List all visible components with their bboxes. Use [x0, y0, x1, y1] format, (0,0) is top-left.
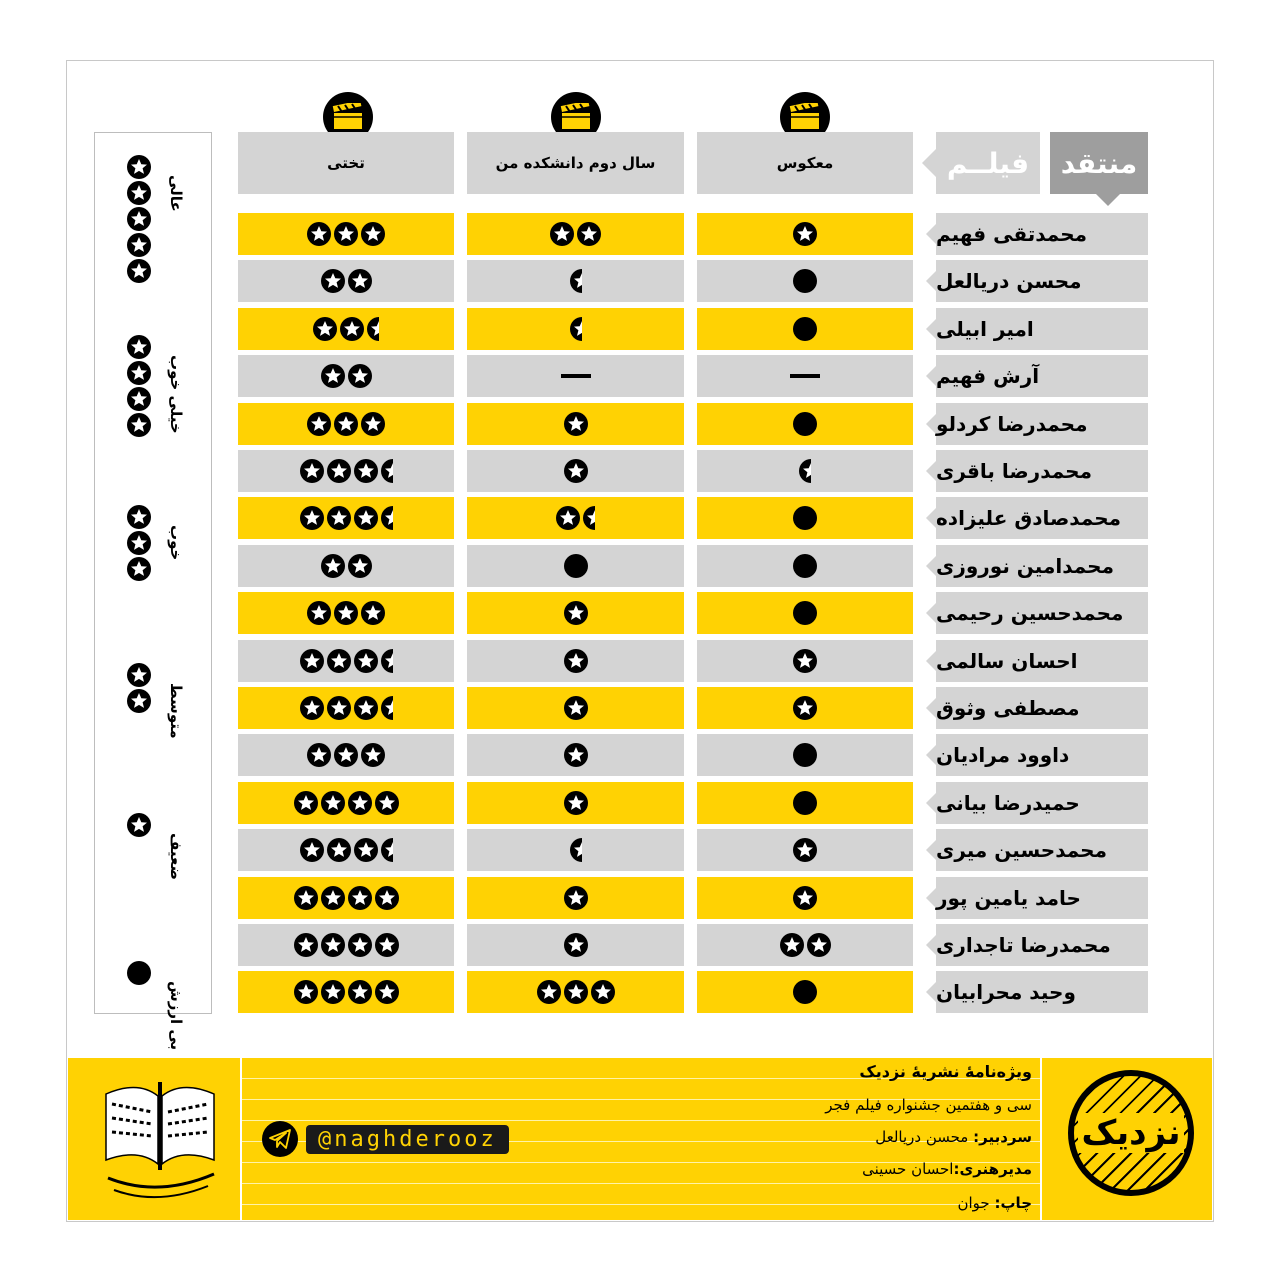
star-icon — [307, 222, 331, 246]
star-icon — [127, 233, 151, 257]
rating-takhti — [238, 877, 454, 919]
rating-makus — [697, 687, 913, 729]
star-icon — [294, 791, 318, 815]
star-icon — [361, 743, 385, 767]
logo-text: نزدیک — [1078, 1113, 1185, 1153]
rating-sal-dovom — [467, 877, 684, 919]
star-icon — [348, 933, 372, 957]
critic-arrow — [926, 224, 936, 244]
rating-takhti — [238, 213, 454, 255]
star-icon — [127, 361, 151, 385]
star-icon — [375, 791, 399, 815]
star-icon — [354, 696, 378, 720]
legend-label: خوب — [167, 525, 185, 561]
legend-symbol — [127, 663, 151, 713]
critic-arrow — [926, 556, 936, 576]
critic-name: امیر ابیلی — [936, 308, 1148, 350]
star-icon — [348, 554, 372, 578]
rating-takhti — [238, 924, 454, 966]
rating-makus — [697, 450, 913, 492]
star-icon — [348, 364, 372, 388]
star-icon — [793, 886, 817, 910]
star-icon — [127, 335, 151, 359]
star-icon — [564, 649, 588, 673]
half-star-icon — [583, 506, 595, 530]
half-star-icon — [381, 649, 393, 673]
critic-name: محمدحسین رحیمی — [936, 592, 1148, 634]
star-icon — [307, 743, 331, 767]
critic-arrow — [926, 603, 936, 623]
legend-symbol — [127, 155, 151, 283]
star-icon — [300, 506, 324, 530]
star-icon — [348, 269, 372, 293]
star-icon — [334, 222, 358, 246]
star-icon — [127, 505, 151, 529]
worthless-dot — [793, 791, 817, 815]
critic-arrow — [926, 414, 936, 434]
half-star-icon — [381, 506, 393, 530]
rating-sal-dovom — [467, 829, 684, 871]
star-icon — [577, 222, 601, 246]
footer-divider — [240, 1058, 242, 1220]
rating-makus — [697, 497, 913, 539]
rating-sal-dovom — [467, 640, 684, 682]
critic-name: آرش فهیم — [936, 355, 1148, 397]
half-star-icon — [570, 317, 582, 341]
critic-arrow — [926, 366, 936, 386]
footer-print — [957, 1194, 1032, 1212]
star-icon — [375, 933, 399, 957]
star-icon — [354, 649, 378, 673]
half-star-icon — [367, 317, 379, 341]
rating-takhti — [238, 829, 454, 871]
star-icon — [780, 933, 804, 957]
star-icon — [807, 933, 831, 957]
no-rating-dash — [790, 374, 820, 378]
star-icon — [564, 459, 588, 483]
critic-arrow — [926, 840, 936, 860]
rating-makus — [697, 971, 913, 1013]
worthless-dot — [793, 317, 817, 341]
star-icon — [556, 506, 580, 530]
rating-takhti — [238, 403, 454, 445]
rating-sal-dovom — [467, 545, 684, 587]
star-icon — [307, 601, 331, 625]
rating-makus — [697, 734, 913, 776]
critic-arrow — [926, 982, 936, 1002]
star-icon — [564, 933, 588, 957]
star-icon — [321, 269, 345, 293]
rating-takhti — [238, 971, 454, 1013]
rating-sal-dovom — [467, 213, 684, 255]
legend-label: خیلی خوب — [167, 355, 185, 434]
worthless-dot — [793, 412, 817, 436]
rating-sal-dovom — [467, 924, 684, 966]
star-icon — [321, 791, 345, 815]
telegram-handle[interactable]: @naghderooz — [306, 1125, 509, 1154]
rating-makus — [697, 829, 913, 871]
rating-sal-dovom — [467, 592, 684, 634]
rating-makus — [697, 545, 913, 587]
rating-sal-dovom — [467, 355, 684, 397]
footer-editor — [875, 1128, 1032, 1146]
worthless-dot — [793, 554, 817, 578]
legend-label: بی ارزش — [167, 981, 185, 1051]
star-icon — [375, 886, 399, 910]
worthless-dot — [793, 506, 817, 530]
half-star-icon — [381, 459, 393, 483]
critic-name: محمدامین نوروزی — [936, 545, 1148, 587]
star-icon — [294, 980, 318, 1004]
star-icon — [334, 412, 358, 436]
star-icon — [300, 649, 324, 673]
print-name: جوان — [957, 1194, 990, 1212]
rating-makus — [697, 403, 913, 445]
film-header-makus: معکوس — [697, 132, 913, 194]
critic-name: مصطفی وثوق — [936, 687, 1148, 729]
star-icon — [300, 838, 324, 862]
rating-makus — [697, 260, 913, 302]
star-icon — [550, 222, 574, 246]
half-star-icon — [799, 459, 811, 483]
star-icon — [340, 317, 364, 341]
star-icon — [564, 412, 588, 436]
rating-makus — [697, 924, 913, 966]
legend-symbol — [127, 505, 151, 581]
telegram-link[interactable] — [262, 1122, 509, 1156]
legend-label: ضعیف — [167, 833, 185, 880]
rating-sal-dovom — [467, 260, 684, 302]
film-header-takhti: تختی — [238, 132, 454, 194]
rating-sal-dovom — [467, 734, 684, 776]
star-icon — [127, 813, 151, 837]
film-header-sal-dovom: سال دوم دانشکده من — [467, 132, 684, 194]
critic-arrow — [926, 271, 936, 291]
rating-makus — [697, 592, 913, 634]
star-icon — [321, 933, 345, 957]
star-icon — [294, 886, 318, 910]
footer-subtitle: سی و هفتمین جشنواره فیلم فجر — [825, 1096, 1032, 1114]
star-icon — [327, 838, 351, 862]
star-icon — [361, 222, 385, 246]
legend-symbol — [127, 813, 151, 837]
critic-arrow — [926, 508, 936, 528]
critic-arrow — [926, 745, 936, 765]
star-icon — [361, 601, 385, 625]
star-icon — [294, 933, 318, 957]
star-icon — [321, 886, 345, 910]
star-icon — [127, 259, 151, 283]
rating-takhti — [238, 734, 454, 776]
critic-name: محمدصادق علیزاده — [936, 497, 1148, 539]
critic-name: محمدتقی فهیم — [936, 213, 1148, 255]
critic-arrow — [926, 935, 936, 955]
star-icon — [354, 506, 378, 530]
star-icon — [327, 506, 351, 530]
half-star-icon — [570, 838, 582, 862]
legend-label: متوسط — [167, 683, 185, 739]
legend-symbol — [127, 961, 151, 985]
worthless-dot — [127, 961, 151, 985]
rating-takhti — [238, 782, 454, 824]
rating-takhti — [238, 260, 454, 302]
critic-arrow — [926, 698, 936, 718]
star-icon — [564, 791, 588, 815]
star-icon — [537, 980, 561, 1004]
star-icon — [321, 554, 345, 578]
rating-takhti — [238, 545, 454, 587]
star-icon — [564, 696, 588, 720]
legend-symbol — [127, 335, 151, 437]
print-label: چاپ: — [994, 1194, 1032, 1212]
rating-sal-dovom — [467, 687, 684, 729]
worthless-dot — [793, 980, 817, 1004]
critic-arrow — [926, 319, 936, 339]
editor-label: سردبیر: — [973, 1128, 1032, 1146]
star-icon — [348, 886, 372, 910]
star-icon — [793, 838, 817, 862]
star-icon — [334, 601, 358, 625]
footer-art-director — [862, 1160, 1032, 1178]
critic-name: محمدحسین میری — [936, 829, 1148, 871]
worthless-dot — [564, 554, 588, 578]
star-icon — [564, 601, 588, 625]
critic-arrow — [926, 461, 936, 481]
star-icon — [127, 689, 151, 713]
star-icon — [793, 696, 817, 720]
star-icon — [127, 557, 151, 581]
worthless-dot — [793, 743, 817, 767]
star-icon — [334, 743, 358, 767]
rating-makus — [697, 355, 913, 397]
critic-arrow — [926, 888, 936, 908]
worthless-dot — [793, 269, 817, 293]
rating-sal-dovom — [467, 403, 684, 445]
rating-sal-dovom — [467, 450, 684, 492]
editor-name: محسن دریالعل — [875, 1128, 969, 1146]
critic-name: حامد یامین پور — [936, 877, 1148, 919]
star-icon — [793, 649, 817, 673]
rating-legend — [94, 132, 212, 1051]
star-icon — [354, 838, 378, 862]
rating-sal-dovom — [467, 497, 684, 539]
critic-arrow — [926, 793, 936, 813]
star-icon — [127, 531, 151, 555]
art-name: احسان حسینی — [862, 1160, 954, 1178]
star-icon — [327, 649, 351, 673]
star-icon — [127, 155, 151, 179]
star-icon — [300, 459, 324, 483]
half-star-icon — [570, 269, 582, 293]
critic-name: وحید محرابیان — [936, 971, 1148, 1013]
footer-divider — [1040, 1058, 1042, 1220]
critic-name: حمیدرضا بیانی — [936, 782, 1148, 824]
star-icon — [307, 412, 331, 436]
star-icon — [327, 696, 351, 720]
star-icon — [564, 886, 588, 910]
star-icon — [361, 412, 385, 436]
footer-title: ویژه‌نامهٔ نشریهٔ نزدیک — [859, 1062, 1032, 1081]
half-star-icon — [381, 696, 393, 720]
star-icon — [591, 980, 615, 1004]
worthless-dot — [793, 601, 817, 625]
rating-makus — [697, 640, 913, 682]
star-icon — [127, 207, 151, 231]
star-icon — [793, 222, 817, 246]
critic-column-label: منتقد — [1050, 132, 1148, 194]
rating-makus — [697, 308, 913, 350]
star-icon — [348, 980, 372, 1004]
critic-name: محسن دریالعل — [936, 260, 1148, 302]
critic-name: احسان سالمی — [936, 640, 1148, 682]
rating-sal-dovom — [467, 782, 684, 824]
star-icon — [564, 743, 588, 767]
half-star-icon — [381, 838, 393, 862]
star-icon — [375, 980, 399, 1004]
rating-makus — [697, 877, 913, 919]
star-icon — [127, 387, 151, 411]
telegram-icon[interactable] — [262, 1121, 298, 1157]
rating-takhti — [238, 592, 454, 634]
art-label: مدیرهنری: — [953, 1160, 1032, 1178]
star-icon — [321, 980, 345, 1004]
film-column-label: فیلــم — [936, 132, 1040, 194]
rating-takhti — [238, 497, 454, 539]
star-icon — [300, 696, 324, 720]
critic-name: محمدرضا باقری — [936, 450, 1148, 492]
star-icon — [564, 980, 588, 1004]
star-icon — [354, 459, 378, 483]
star-icon — [327, 459, 351, 483]
legend-label: عالی — [167, 175, 185, 212]
rating-makus — [697, 213, 913, 255]
critic-name: محمدرضا تاجداری — [936, 924, 1148, 966]
star-icon — [127, 413, 151, 437]
star-icon — [127, 663, 151, 687]
star-icon — [313, 317, 337, 341]
star-icon — [127, 181, 151, 205]
rating-sal-dovom — [467, 308, 684, 350]
no-rating-dash — [561, 374, 591, 378]
rating-sal-dovom — [467, 971, 684, 1013]
publisher-logo — [98, 1074, 222, 1206]
star-icon — [348, 791, 372, 815]
rating-makus — [697, 782, 913, 824]
star-icon — [321, 364, 345, 388]
rating-takhti — [238, 640, 454, 682]
critic-name: محمدرضا کردلو — [936, 403, 1148, 445]
critic-arrow — [926, 651, 936, 671]
rating-takhti — [238, 450, 454, 492]
rating-takhti — [238, 687, 454, 729]
rating-takhti — [238, 355, 454, 397]
nazdik-logo — [1068, 1070, 1194, 1196]
rating-takhti — [238, 308, 454, 350]
critic-name: داوود مرادیان — [936, 734, 1148, 776]
